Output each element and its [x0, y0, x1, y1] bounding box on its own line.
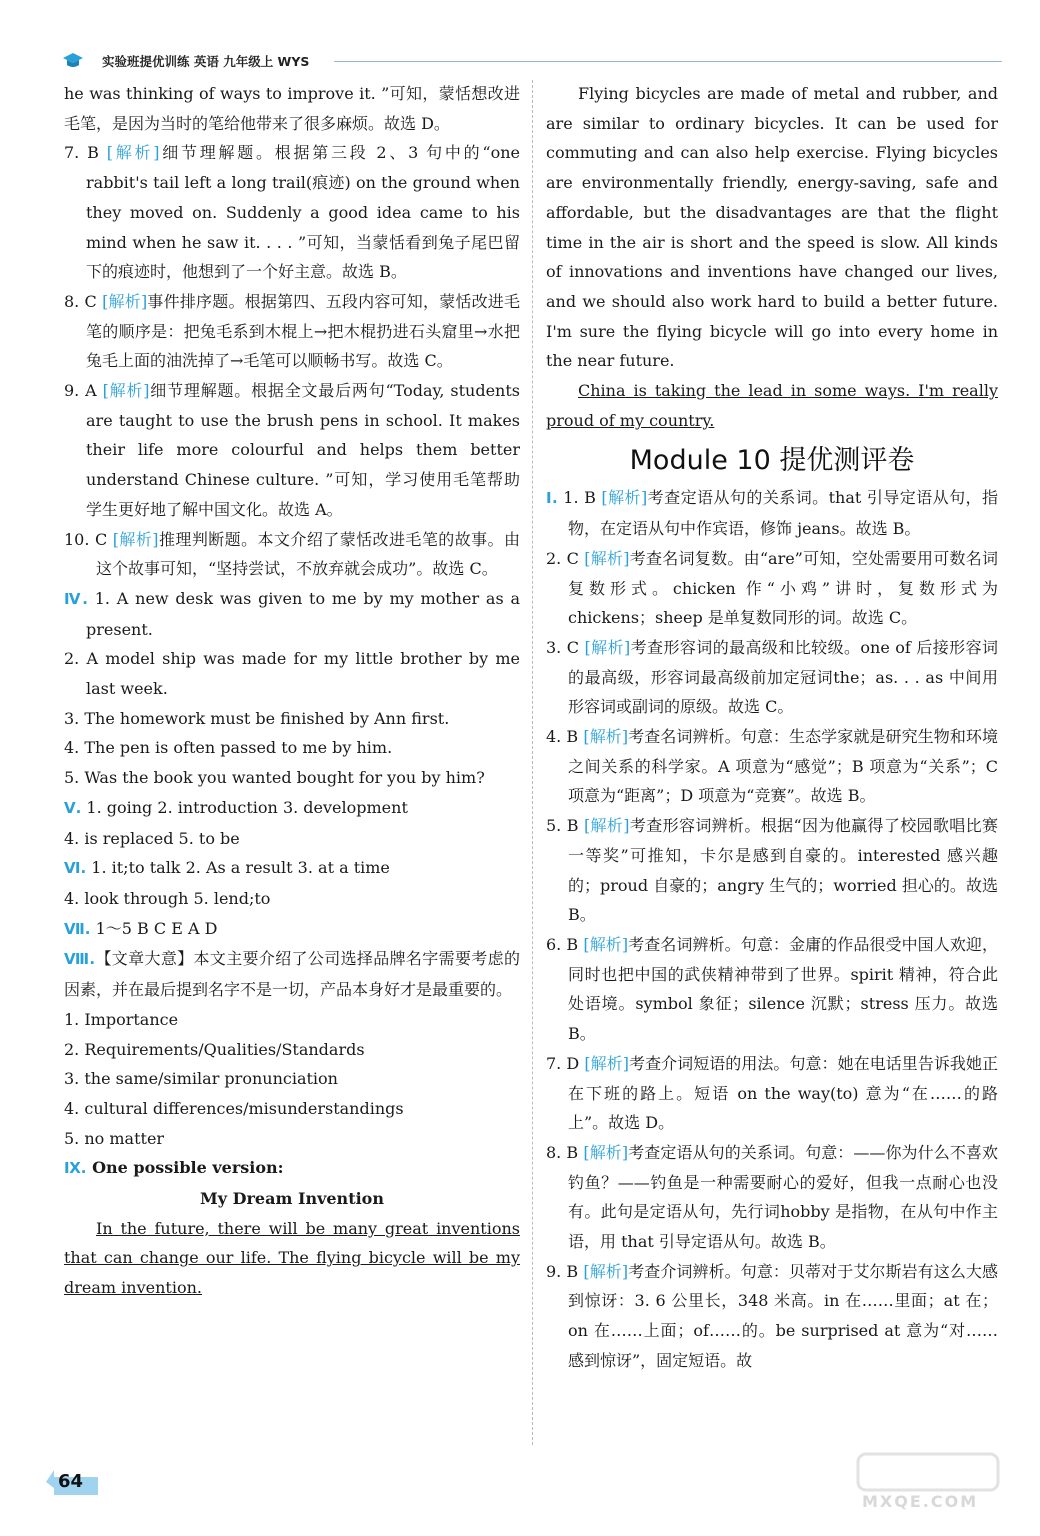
section-viii-summary: Ⅷ.【文章大意】本文主要介绍了公司选择品牌名字需要考虑的因素，并在最后提到名字不是一切，产品本身好才是最重要的。	[64, 949, 520, 1000]
section-viii-2: 2. Requirements/Qualities/Standards	[64, 1039, 365, 1059]
essay-title: My Dream Invention	[200, 1189, 384, 1209]
section-iv-5: 5. Was the book you wanted bought for you by him?	[64, 768, 485, 788]
page-number-badge	[44, 1468, 100, 1496]
module-answer-5: 5. B [解析]考查形容词辨析。根据“因为他赢得了校园歌唱比赛一等奖”可推知，卡尔是感到自豪的。interested 感兴趣的；proud 自豪的；angry 生气的；worried 担心的。故选 B。	[546, 816, 999, 925]
section-v-1: Ⅴ. 1. going 2. introduction 3. development	[64, 797, 408, 817]
section-iv-4: 4. The pen is often passed to me by him.	[64, 738, 393, 758]
graduation-cap-icon	[62, 50, 84, 72]
header-title: 实验班提优训练 英语 九年级上 WYS	[102, 54, 310, 69]
left-column	[64, 79, 520, 1303]
watermark-text: MXQE.COM	[862, 1492, 979, 1511]
module-answer-3: 3. C [解析]考查形容词的最高级和比较级。one of 后接形容词的最高级，形容词最高级前加定冠词the；as. . . as 中间用形容词或副词的原级。故选 C。	[546, 637, 998, 717]
section-v-2: 4. is replaced 5. to be	[64, 828, 240, 848]
section-ix-heading: Ⅸ. One possible version:	[64, 1158, 284, 1178]
module-answer-9: 9. B [解析]考查介词辨析。句意：贝蒂对于艾尔斯岩有这么大感到惊讶：3. 6 公里长，348 米高。in 在……里面；at 在；on 在……上面；of……的。be surprised at 意为“对……感到惊讶”，固定短语。故	[546, 1261, 998, 1370]
section-vii: Ⅶ. 1～5 B C E A D	[64, 918, 218, 938]
header-rule	[334, 61, 1002, 62]
right-column	[546, 79, 998, 1376]
section-viii-3: 3. the same/similar pronunciation	[64, 1069, 338, 1089]
essay-paragraph-3: China is taking the lead in some ways. I'm really proud of my country.	[546, 381, 998, 430]
page-header	[62, 50, 1002, 72]
answer-7: 7. B [解析]细节理解题。根据第三段 2、3 句中的“one rabbit's tail left a long trail(痕迹) on the ground when they moved on. Suddenly a good idea came to his mind when he saw it. . . . ”可知，当蒙恬看到兔子尾巴留下的痕迹时，他想到了一个好主意。故选 B。	[64, 143, 520, 282]
section-iv-2: 2. A model ship was made for my little brother by me last week.	[64, 649, 520, 699]
answer-9: 9. A [解析]细节理解题。根据全文最后两句“Today, students are taught to use the brush pens in school. It makes their life more colourful and helps them better understand Chinese culture. ”可知，学习使用毛笔帮助学生更好地了解中国文化。故选 A。	[64, 381, 520, 519]
section-viii-5: 5. no matter	[64, 1128, 165, 1148]
column-divider	[532, 80, 533, 1445]
module-answer-2: 2. C [解析]考查名词复数。由“are”可知，空处需要用可数名词复数形式。chicken 作“小鸡”讲时，复数形式为 chickens；sheep 是单复数同形的词。故选 C。	[546, 548, 998, 628]
section-vi-1: Ⅵ. 1. it;to talk 2. As a result 3. at a time	[64, 858, 390, 878]
answer-8: 8. C [解析]事件排序题。根据第四、五段内容可知，蒙恬改进毛笔的顺序是：把兔毛系到木棍上→把木棍扔进石头窟里→水把兔毛上面的油洗掉了→毛笔可以顺畅书写。故选 C。	[64, 291, 520, 371]
answer-10: 10. C [解析]推理判断题。本文介绍了蒙恬改进毛笔的故事。由这个故事可知，“坚持尝试，不放弃就会成功”。故选 C。	[64, 529, 520, 579]
essay-paragraph-2: Flying bicycles are made of metal and rubber, and are similar to ordinary bicycles. It can be used for commuting and can also help exercise. Flying bicycles are environmentally friendly, energy-saving, safe and affordable, but the disadvantages are that the flight time in the air is short and the speed is slow. All kinds of innovations and inventions have changed our lives, and we should also work hard to build a better future. I'm sure the flying bicycle will go into every home in the near future.	[546, 84, 998, 371]
section-iv-1: Ⅳ. 1. A new desk was given to me by my mother as a present.	[64, 588, 520, 639]
module-title: Module 10 提优测评卷	[629, 445, 915, 477]
module-answer-4: 4. B [解析]考查名词辨析。句意：生态学家就是研究生物和环境之间关系的科学家。A 项意为“感觉”；B 项意为“关系”；C 项意为“距离”；D 项意为“竞赛”。故选 B。	[546, 727, 998, 806]
module-answer-8: 8. B [解析]考查定语从句的关系词。句意：——你为什么不喜欢钓鱼？——钓鱼是一种需要耐心的爱好，但我一点耐心也没有。此句是定语从句，先行词hobby 是指物，在从句中作主语，用 that 引导定语从句。故选 B。	[546, 1142, 998, 1252]
module-answer-1: Ⅰ. 1. B [解析]考查定语从句的关系词。that 引导定语从句，指物，在定语从句中作宾语，修饰 jeans。故选 B。	[546, 488, 999, 539]
section-viii-1: 1. Importance	[64, 1009, 179, 1029]
answer-6-continued: he was thinking of ways to improve it. ”可知，蒙恬想改进毛笔，是因为当时的笔给他带来了很多麻烦。故选 D。	[64, 84, 520, 133]
watermark-logo-icon	[850, 1446, 1010, 1496]
page-number: 64	[58, 1471, 84, 1492]
watermark	[850, 1446, 1010, 1526]
module-answer-6: 6. B [解析]考查名词辨析。句意：金庸的作品很受中国人欢迎，同时也把中国的武侠精神带到了世界。spirit 精神，符合此处语境。symbol 象征；silence 沉默；stress 压力。故选 B。	[546, 934, 998, 1044]
essay-paragraph-1: In the future, there will be many great inventions that can change our life. The flying bicycle will be my dream invention.	[64, 1218, 520, 1298]
module-answer-7: 7. D [解析]考查介词短语的用法。句意：她在电话里告诉我她正在下班的路上。短语 on the way(to) 意为“在……的路上”。故选 D。	[546, 1053, 998, 1133]
section-iv-3: 3. The homework must be finished by Ann first.	[64, 708, 450, 728]
section-vi-2: 4. look through 5. lend;to	[64, 888, 271, 908]
section-viii-4: 4. cultural differences/misunderstandings	[64, 1098, 404, 1118]
